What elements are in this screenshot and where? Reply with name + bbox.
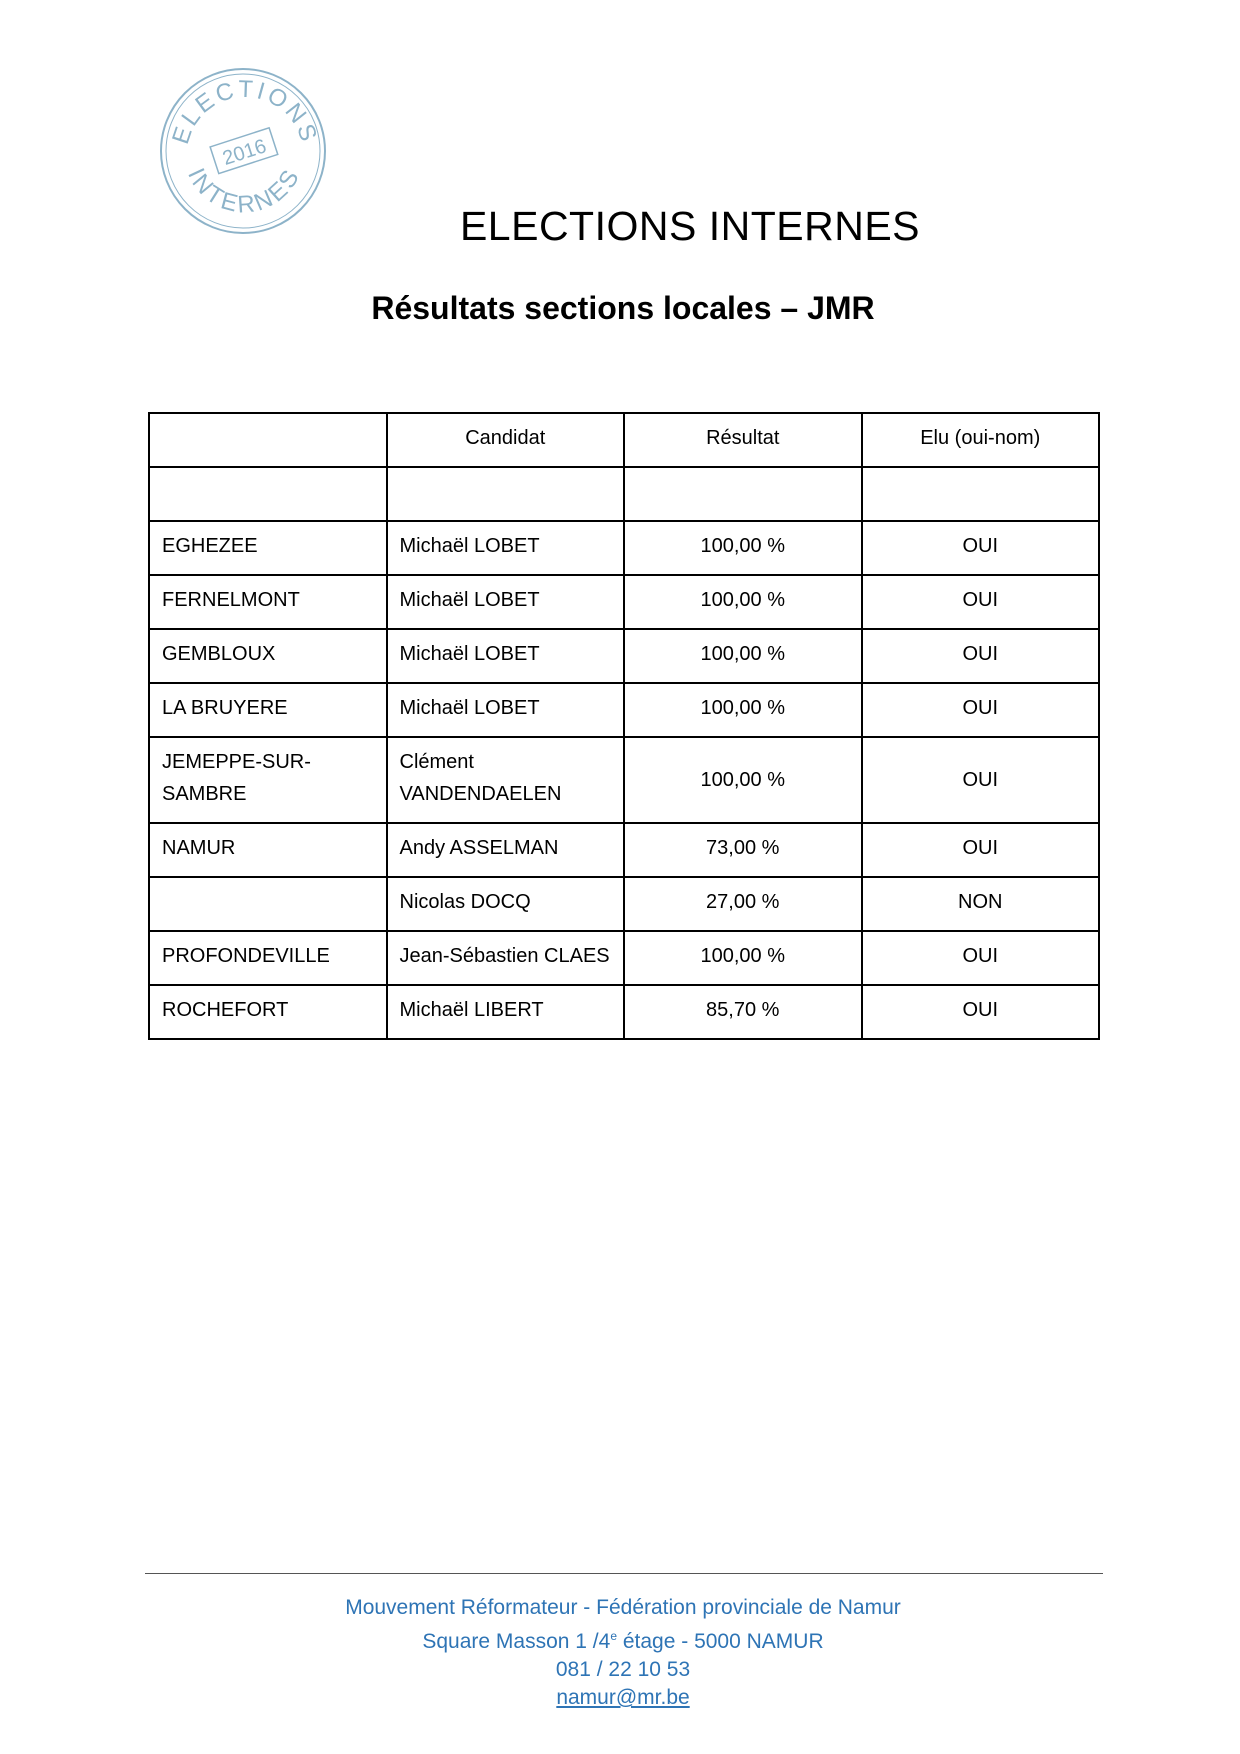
cell-candidat: [387, 467, 625, 521]
cell-resultat: 27,00 %: [624, 877, 862, 931]
cell-resultat: 100,00 %: [624, 629, 862, 683]
table-row: [149, 683, 1099, 737]
table-row: [149, 985, 1099, 1039]
cell-resultat: 73,00 %: [624, 823, 862, 877]
table-row: [149, 629, 1099, 683]
page-title: ELECTIONS INTERNES: [459, 203, 921, 249]
table-row: [149, 575, 1099, 629]
cell-section: [149, 737, 387, 823]
cell-section: FERNELMONT: [149, 575, 387, 629]
header-resultat: Résultat: [624, 413, 862, 467]
cell-elu: OUI: [862, 931, 1100, 985]
cell-candidat: Michaël LOBET: [387, 575, 625, 629]
cell-resultat: 100,00 %: [624, 575, 862, 629]
footer: [0, 1594, 1240, 1712]
cell-elu: OUI: [862, 683, 1100, 737]
footer-address-city: étage - 5000 NAMUR: [617, 1630, 824, 1653]
header-candidat: Candidat: [387, 413, 625, 467]
cell-section: [149, 467, 387, 521]
cell-section: GEMBLOUX: [149, 629, 387, 683]
footer-address-street: Square Masson 1 /4: [422, 1630, 611, 1653]
cell-candidat: Michaël LIBERT: [387, 985, 625, 1039]
cell-elu: OUI: [862, 985, 1100, 1039]
cell-elu: [862, 467, 1100, 521]
header-section: [149, 413, 387, 467]
cell-elu: OUI: [862, 521, 1100, 575]
table-header-row: [149, 413, 1099, 467]
cell-elu: OUI: [862, 737, 1100, 823]
footer-divider: [145, 1573, 1103, 1574]
cell-section: LA BRUYERE: [149, 683, 387, 737]
footer-email-link[interactable]: namur@mr.be: [556, 1686, 690, 1709]
logo-year: 2016: [220, 135, 270, 170]
results-table: [148, 412, 1100, 1040]
page-subtitle: Résultats sections locales – JMR: [371, 290, 875, 326]
cell-section: EGHEZEE: [149, 521, 387, 575]
cell-candidat-line2: VANDENDAELEN: [399, 783, 562, 805]
table-row: [149, 737, 1099, 823]
cell-elu: NON: [862, 877, 1100, 931]
table-row: [149, 877, 1099, 931]
cell-section-line2: SAMBRE: [162, 783, 247, 805]
cell-resultat: 100,00 %: [624, 931, 862, 985]
cell-section: NAMUR: [149, 823, 387, 877]
cell-resultat: 100,00 %: [624, 683, 862, 737]
cell-candidat: Jean-Sébastien CLAES: [387, 931, 625, 985]
cell-candidat: Michaël LOBET: [387, 683, 625, 737]
cell-elu: OUI: [862, 629, 1100, 683]
cell-candidat: Nicolas DOCQ: [387, 877, 625, 931]
cell-resultat: [624, 467, 862, 521]
cell-resultat: 100,00 %: [624, 521, 862, 575]
cell-section-line1: JEMEPPE-SUR-: [162, 751, 311, 773]
cell-elu: OUI: [862, 823, 1100, 877]
cell-candidat: Michaël LOBET: [387, 629, 625, 683]
cell-resultat: 100,00 %: [624, 737, 862, 823]
svg-text:ELECTIONS: [167, 76, 323, 148]
cell-elu: OUI: [862, 575, 1100, 629]
table-row: [149, 823, 1099, 877]
table-row: [149, 931, 1099, 985]
cell-section: [149, 877, 387, 931]
footer-address: [0, 1622, 1240, 1656]
cell-section: ROCHEFORT: [149, 985, 387, 1039]
cell-candidat: Andy ASSELMAN: [387, 823, 625, 877]
footer-phone: 081 / 22 10 53: [555, 1658, 691, 1681]
header-elu: Elu (oui-nom): [862, 413, 1100, 467]
table-row: [149, 521, 1099, 575]
logo-arc-bottom-text: INTERNES: [182, 163, 307, 219]
logo-arc-top-text: ELECTIONS: [167, 75, 323, 148]
cell-candidat: [387, 737, 625, 823]
cell-resultat: 85,70 %: [624, 985, 862, 1039]
cell-candidat-line1: Clément: [399, 751, 474, 773]
footer-organization: Mouvement Réformateur - Fédération provinciale de Namur: [345, 1596, 901, 1619]
cell-candidat: Michaël LOBET: [387, 521, 625, 575]
table-row: [149, 467, 1099, 521]
cell-section: PROFONDEVILLE: [149, 931, 387, 985]
footer-address-ordinal: e: [610, 1629, 618, 1643]
